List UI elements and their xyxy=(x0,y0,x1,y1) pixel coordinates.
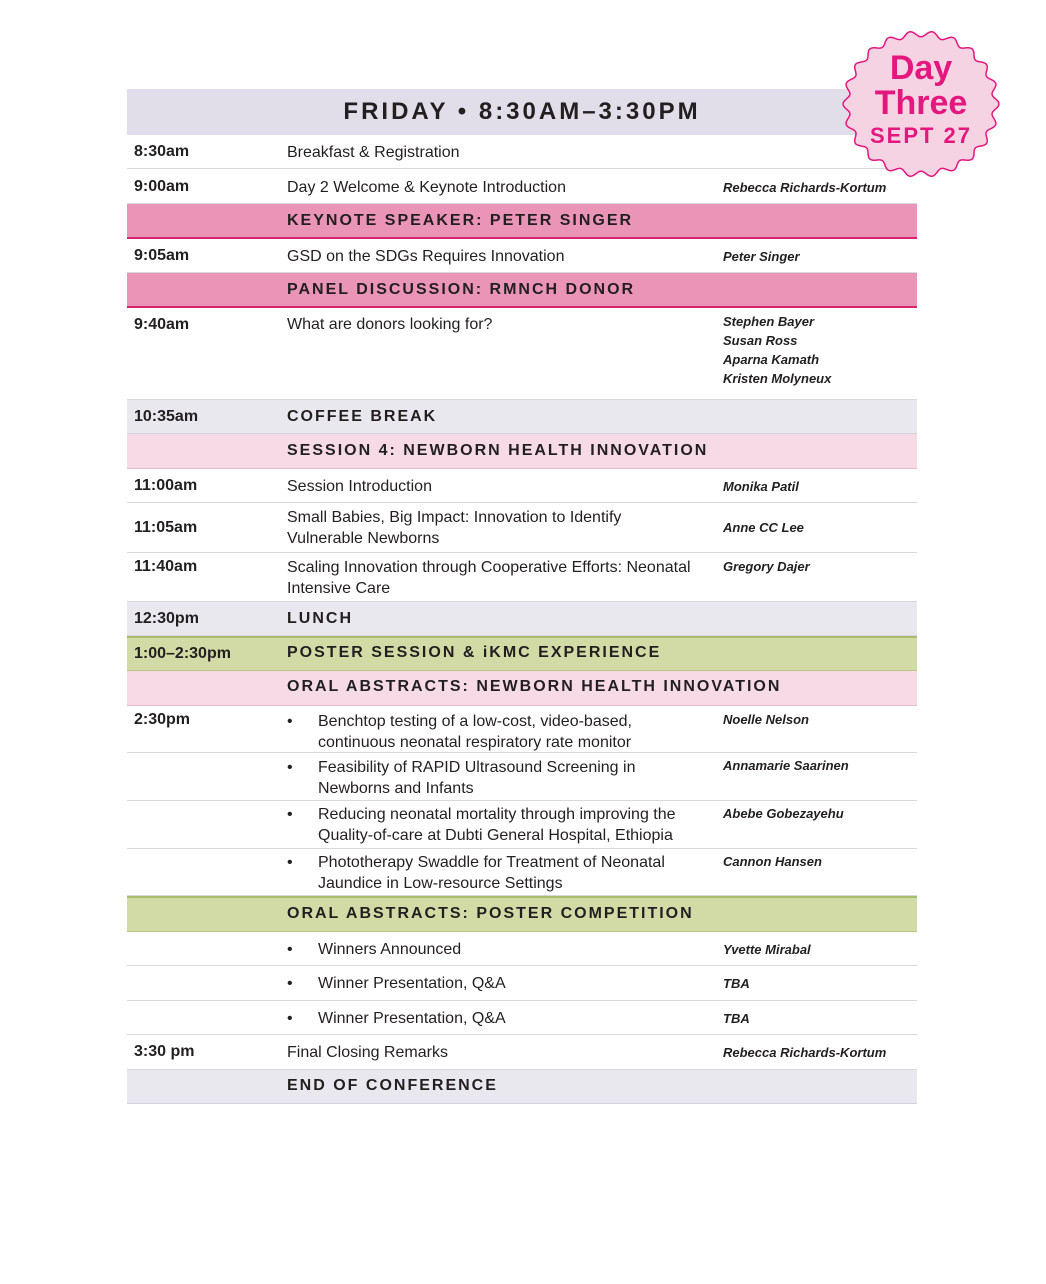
day-title: FRIDAY • 8:30AM–3:30PM xyxy=(127,89,917,135)
time: 11:05am xyxy=(134,519,198,536)
description: Winners Announced xyxy=(318,941,462,958)
description: Final Closing Remarks xyxy=(287,1044,448,1061)
schedule-row xyxy=(127,239,917,273)
section-header xyxy=(127,273,917,308)
speaker: Susan Ross xyxy=(723,333,798,348)
description: Small Babies, Big Impact: Innovation to Identify Vulnerable Newborns xyxy=(287,509,622,547)
section-header xyxy=(127,204,917,239)
speaker: Noelle Nelson xyxy=(723,712,809,727)
bullet-icon: • xyxy=(287,854,293,871)
speaker: Peter Singer xyxy=(723,249,800,264)
bullet-icon: • xyxy=(287,713,293,730)
description: Winner Presentation, Q&A xyxy=(318,1010,506,1027)
speaker: Stephen Bayer xyxy=(723,314,815,329)
description: Breakfast & Registration xyxy=(287,144,460,161)
speaker-list xyxy=(723,312,913,388)
speaker: Aparna Kamath xyxy=(723,352,820,367)
speaker: Abebe Gobezayehu xyxy=(723,806,844,821)
speaker: Monika Patil xyxy=(723,479,799,494)
schedule-row xyxy=(127,932,917,966)
description: Scaling Innovation through Cooperative Efforts: Neonatal Intensive Care xyxy=(287,559,691,597)
section-label: ORAL ABSTRACTS: NEWBORN HEALTH INNOVATION xyxy=(287,678,782,695)
time: 2:30pm xyxy=(134,711,191,728)
schedule-row xyxy=(127,801,917,849)
time: 11:40am xyxy=(134,558,198,575)
time: 12:30pm xyxy=(134,610,199,627)
speaker: Gregory Dajer xyxy=(723,559,810,574)
badge-number: Three xyxy=(874,84,968,122)
bullet-icon: • xyxy=(287,1010,293,1027)
speaker: TBA xyxy=(723,1011,750,1026)
time: 8:30am xyxy=(134,143,190,160)
description: Phototherapy Swaddle for Treatment of Neonatal Jaundice in Low-resource Settings xyxy=(318,854,665,892)
badge-date: SEPT 27 xyxy=(869,123,973,148)
section-label: PANEL DISCUSSION: RMNCH DONOR xyxy=(287,281,636,298)
time: 11:00am xyxy=(134,477,198,494)
schedule-row xyxy=(127,1035,917,1070)
speaker: Yvette Mirabal xyxy=(723,942,811,957)
bullet-icon: • xyxy=(287,941,293,958)
section-label: KEYNOTE SPEAKER: PETER SINGER xyxy=(287,212,634,229)
description: Winner Presentation, Q&A xyxy=(318,975,506,992)
break-row xyxy=(127,400,917,434)
time: 9:00am xyxy=(134,178,190,195)
schedule-row xyxy=(127,169,917,204)
day-badge xyxy=(840,28,1002,180)
section-label: SESSION 4: NEWBORN HEALTH INNOVATION xyxy=(287,442,709,459)
session-label: POSTER SESSION & iKMC EXPERIENCE xyxy=(287,644,662,661)
end-label: END OF CONFERENCE xyxy=(287,1077,498,1094)
description: GSD on the SDGs Requires Innovation xyxy=(287,248,565,265)
schedule-row xyxy=(127,753,917,801)
time: 1:00–2:30pm xyxy=(134,645,231,662)
section-header xyxy=(127,896,917,932)
schedule-row xyxy=(127,966,917,1001)
speaker: TBA xyxy=(723,976,750,991)
speaker: Cannon Hansen xyxy=(723,854,822,869)
speaker: Rebecca Richards-Kortum xyxy=(723,180,887,195)
schedule-table xyxy=(127,89,917,1104)
bullet-icon: • xyxy=(287,806,293,823)
break-row xyxy=(127,602,917,636)
speaker: Kristen Molyneux xyxy=(723,371,832,386)
schedule-row xyxy=(127,553,917,602)
schedule-row xyxy=(127,503,917,553)
description: Session Introduction xyxy=(287,478,432,495)
time: 9:40am xyxy=(134,316,190,333)
schedule-row xyxy=(127,469,917,503)
bullet-icon: • xyxy=(287,759,293,776)
poster-session-row xyxy=(127,636,917,671)
end-row xyxy=(127,1070,917,1104)
description: Benchtop testing of a low-cost, video-based, continuous neonatal respiratory rate monitor xyxy=(318,713,632,751)
time: 3:30 pm xyxy=(134,1043,195,1060)
schedule-row xyxy=(127,1001,917,1035)
time: 9:05am xyxy=(134,247,190,264)
schedule-row xyxy=(127,706,917,753)
section-label: ORAL ABSTRACTS: POSTER COMPETITION xyxy=(287,905,694,922)
break-label: COFFEE BREAK xyxy=(287,408,438,425)
schedule-row xyxy=(127,308,917,400)
time: 10:35am xyxy=(134,408,199,425)
description: Day 2 Welcome & Keynote Introduction xyxy=(287,179,566,196)
schedule-row xyxy=(127,849,917,896)
description: What are donors looking for? xyxy=(287,316,493,333)
speaker: Anne CC Lee xyxy=(723,520,804,535)
speaker: Annamarie Saarinen xyxy=(723,758,849,773)
description: Reducing neonatal mortality through improving the Quality-of-care at Dubti General Hospital, Ethiopia xyxy=(318,806,676,844)
schedule-row xyxy=(127,135,917,169)
break-label: LUNCH xyxy=(287,610,353,627)
section-header xyxy=(127,434,917,469)
speaker: Rebecca Richards-Kortum xyxy=(723,1045,887,1060)
section-header xyxy=(127,671,917,706)
bullet-icon: • xyxy=(287,975,293,992)
description: Feasibility of RAPID Ultrasound Screening in Newborns and Infants xyxy=(318,759,636,797)
badge-day: Day xyxy=(889,49,953,87)
